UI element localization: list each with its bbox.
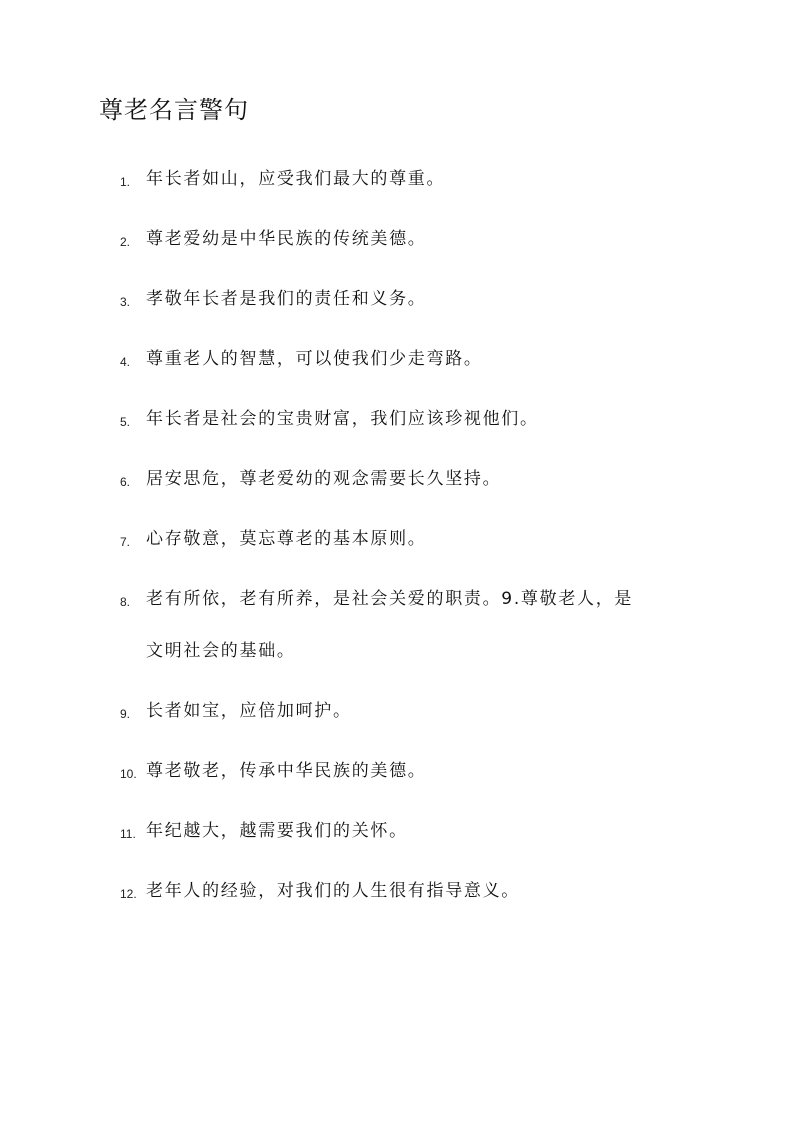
list-item-number: 2. — [120, 235, 131, 249]
list-item-number: 10. — [120, 767, 137, 781]
list-item — [0, 528, 800, 551]
list-item-text: 老有所依，老有所养，是社会关爱的职责。9.尊敬老人，是 — [146, 589, 634, 609]
list-item-number: 3. — [120, 295, 131, 309]
list-item — [0, 168, 800, 191]
list-item-text: 年长者如山，应受我们最大的尊重。 — [146, 169, 446, 189]
list-item-text: 长者如宝，应倍加呵护。 — [146, 701, 352, 721]
list-item-text: 年纪越大，越需要我们的关怀。 — [146, 821, 408, 841]
list-item — [0, 288, 800, 311]
list-item-number: 7. — [120, 535, 131, 549]
list-item-number: 4. — [120, 355, 131, 369]
list-item-text: 孝敬年长者是我们的责任和义务。 — [146, 289, 427, 309]
list-item — [0, 468, 800, 491]
list-item-number: 1. — [120, 175, 131, 189]
list-item-number: 5. — [120, 415, 131, 429]
list-item — [0, 348, 800, 371]
list-item — [0, 880, 800, 903]
page-title: 尊老名言警句 — [99, 96, 249, 124]
list-item-number: 11. — [120, 827, 136, 841]
list-item-text: 居安思危，尊老爱幼的观念需要长久坚持。 — [146, 469, 502, 489]
list-item-text: 尊老爱幼是中华民族的传统美德。 — [146, 229, 427, 249]
list-item-text-continuation: 文明社会的基础。 — [146, 641, 296, 661]
list-item-text: 老年人的经验，对我们的人生很有指导意义。 — [146, 881, 520, 901]
list-item — [0, 588, 800, 663]
quote-list — [0, 168, 800, 940]
list-item-number: 12. — [120, 887, 137, 901]
list-item — [0, 760, 800, 783]
list-item-text: 尊老敬老，传承中华民族的美德。 — [146, 761, 427, 781]
list-item — [0, 228, 800, 251]
list-item-text: 年长者是社会的宝贵财富，我们应该珍视他们。 — [146, 409, 539, 429]
list-item-number: 6. — [120, 475, 131, 489]
list-item-number: 9. — [120, 707, 131, 721]
list-item-text: 尊重老人的智慧，可以使我们少走弯路。 — [146, 349, 483, 369]
list-item-number: 8. — [120, 595, 131, 609]
list-item — [0, 820, 800, 843]
list-item — [0, 408, 800, 431]
list-item-text: 心存敬意，莫忘尊老的基本原则。 — [146, 529, 427, 549]
list-item — [0, 700, 800, 723]
